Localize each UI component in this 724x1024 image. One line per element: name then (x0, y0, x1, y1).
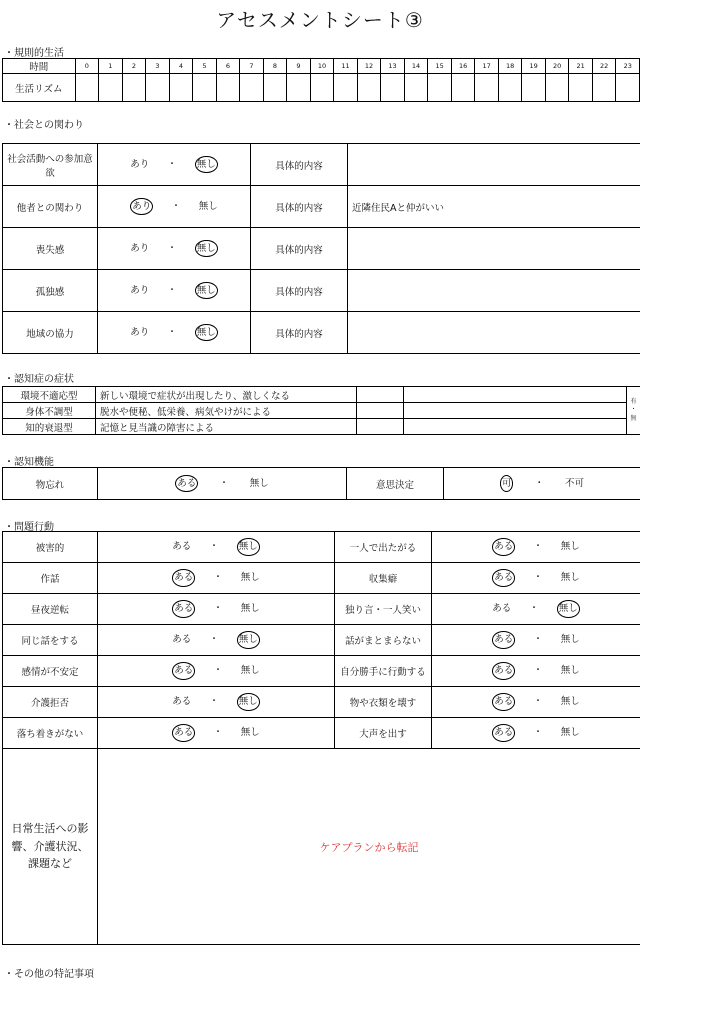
social-row-label: 他者との関わり (3, 186, 98, 228)
option-no[interactable]: 無し (560, 572, 580, 584)
behavior-right-options[interactable] (432, 532, 641, 563)
behavior-right-options[interactable] (432, 718, 641, 749)
option-yes[interactable]: あり (130, 158, 150, 170)
behavior-right-label: 話がまとまらない (335, 625, 432, 656)
forget-options[interactable] (98, 468, 347, 500)
option-sep: ・ (533, 727, 543, 739)
option-sep: ・ (529, 603, 539, 615)
social-row-options[interactable] (98, 312, 251, 354)
behavior-row (3, 656, 641, 687)
hour-cell: 23 (616, 59, 640, 74)
hour-cell: 8 (263, 59, 287, 74)
decision-yes[interactable]: 可 (500, 475, 514, 493)
side-sep: ・ (630, 406, 637, 414)
decision-label: 意思決定 (347, 468, 444, 500)
dementia-check-a[interactable] (357, 419, 404, 435)
option-sep: ・ (213, 572, 223, 584)
impact-label: 日常生活への影響、介護状況、課題など (3, 749, 98, 945)
option-yes[interactable]: ある (492, 662, 515, 680)
option-yes[interactable]: ある (492, 724, 515, 742)
dementia-desc: 新しい環境で症状が出現したり、激しくなる (96, 387, 357, 403)
hour-cell: 2 (122, 59, 146, 74)
behavior-left-label: 介護拒否 (3, 687, 98, 718)
rhythm-slot[interactable] (146, 74, 170, 102)
dementia-check-a[interactable] (357, 387, 404, 403)
cognition-table (2, 467, 640, 500)
decision-options[interactable] (444, 468, 641, 500)
hour-cell: 20 (545, 59, 569, 74)
decision-no[interactable]: 不可 (565, 477, 585, 489)
option-no[interactable]: 無し (560, 541, 580, 553)
option-yes[interactable]: ある (172, 569, 195, 587)
option-yes[interactable]: ある (172, 724, 195, 742)
section-rhythm: ・規則的生活 (4, 48, 64, 59)
social-row (3, 228, 641, 270)
option-yes[interactable]: ある (172, 600, 195, 618)
hour-cell: 5 (193, 59, 217, 74)
rhythm-slot[interactable] (240, 74, 264, 102)
dementia-side-options[interactable] (627, 387, 641, 435)
rhythm-slot[interactable] (357, 74, 381, 102)
behavior-left-options[interactable] (98, 625, 335, 656)
detail-label: 具体的内容 (251, 312, 348, 354)
forget-no[interactable]: 無し (249, 477, 269, 489)
rhythm-slot[interactable] (522, 74, 546, 102)
rhythm-slot[interactable] (263, 74, 287, 102)
dementia-row (3, 403, 641, 419)
social-table (2, 143, 640, 354)
detail-value[interactable] (348, 270, 641, 312)
hour-cell: 13 (381, 59, 405, 74)
option-no[interactable]: 無し (195, 240, 218, 258)
rhythm-slot[interactable] (569, 74, 593, 102)
behavior-table (2, 531, 640, 945)
hour-cell: 11 (334, 59, 358, 74)
hour-cell: 10 (310, 59, 334, 74)
rhythm-slot[interactable] (451, 74, 475, 102)
option-yes[interactable]: あり (130, 326, 150, 338)
behavior-right-options[interactable] (432, 563, 641, 594)
option-sep: ・ (213, 665, 223, 677)
behavior-right-options[interactable] (432, 594, 641, 625)
hour-cell: 15 (428, 59, 452, 74)
behavior-right-label: 一人で出たがる (335, 532, 432, 563)
behavior-left-label: 落ち着きがない (3, 718, 98, 749)
behavior-right-options[interactable] (432, 656, 641, 687)
dementia-table (2, 386, 640, 435)
social-row-label: 社会活動への参加意欲 (3, 144, 98, 186)
behavior-left-options[interactable] (98, 594, 335, 625)
behavior-right-label: 収集癖 (335, 563, 432, 594)
hour-cell: 18 (498, 59, 522, 74)
option-sep: ・ (167, 284, 177, 296)
detail-label: 具体的内容 (251, 270, 348, 312)
option-sep: ・ (213, 603, 223, 615)
option-yes[interactable]: あり (130, 198, 153, 216)
section-other: ・その他の特記事項 (4, 969, 94, 980)
behavior-right-options[interactable] (432, 687, 641, 718)
side-no[interactable]: 無 (630, 414, 637, 422)
rhythm-slot[interactable] (99, 74, 123, 102)
option-no[interactable]: 無し (560, 696, 580, 708)
detail-value[interactable] (348, 312, 641, 354)
impact-value[interactable]: ケアプランから転記 (98, 749, 641, 945)
social-row (3, 186, 641, 228)
option-no[interactable]: 無し (237, 631, 260, 649)
behavior-right-label: 独り言・一人笑い (335, 594, 432, 625)
option-no[interactable]: 無し (195, 156, 218, 174)
hour-cell: 7 (240, 59, 264, 74)
hour-cell: 9 (287, 59, 311, 74)
hour-cell: 19 (522, 59, 546, 74)
social-row-options[interactable] (98, 228, 251, 270)
option-no[interactable]: 無し (560, 634, 580, 646)
behavior-row (3, 625, 641, 656)
option-sep: ・ (209, 634, 219, 646)
detail-value[interactable] (348, 228, 641, 270)
option-yes[interactable]: ある (172, 541, 192, 553)
social-row (3, 312, 641, 354)
option-no[interactable]: 無し (195, 324, 218, 342)
rhythm-slot[interactable] (75, 74, 99, 102)
option-no[interactable]: 無し (240, 603, 260, 615)
rhythm-slot[interactable] (310, 74, 334, 102)
option-no[interactable]: 無し (560, 727, 580, 739)
social-row-label: 喪失感 (3, 228, 98, 270)
hour-cell: 4 (169, 59, 193, 74)
social-row-label: 孤独感 (3, 270, 98, 312)
section-dementia: ・認知症の症状 (4, 374, 74, 385)
option-yes[interactable]: あり (130, 242, 150, 254)
detail-label: 具体的内容 (251, 186, 348, 228)
detail-label: 具体的内容 (251, 228, 348, 270)
hour-cell: 12 (357, 59, 381, 74)
option-no[interactable]: 無し (240, 665, 260, 677)
option-yes[interactable]: あり (130, 284, 150, 296)
rhythm-slot[interactable] (122, 74, 146, 102)
rhythm-slot[interactable] (216, 74, 240, 102)
detail-value[interactable]: 近隣住民Aと仲がいい (348, 186, 641, 228)
option-sep: ・ (171, 200, 181, 212)
option-yes[interactable]: ある (492, 569, 515, 587)
behavior-left-label: 昼夜逆転 (3, 594, 98, 625)
hour-cell: 0 (75, 59, 99, 74)
option-no[interactable]: 無し (237, 693, 260, 711)
behavior-left-label: 同じ話をする (3, 625, 98, 656)
behavior-right-label: 自分勝手に行動する (335, 656, 432, 687)
rhythm-slot[interactable] (616, 74, 640, 102)
hour-cell: 3 (146, 59, 170, 74)
dementia-check-b[interactable] (404, 403, 627, 419)
behavior-left-options[interactable] (98, 656, 335, 687)
behavior-row (3, 594, 641, 625)
hour-cell: 17 (475, 59, 499, 74)
rhythm-slot[interactable] (404, 74, 428, 102)
rhythm-slot[interactable] (287, 74, 311, 102)
social-row-options[interactable] (98, 186, 251, 228)
section-cognition: ・認知機能 (4, 457, 54, 468)
behavior-left-label: 作話 (3, 563, 98, 594)
social-row (3, 270, 641, 312)
option-yes[interactable]: ある (492, 603, 512, 615)
hour-cell: 16 (451, 59, 475, 74)
option-no[interactable]: 無し (560, 665, 580, 677)
option-sep: ・ (533, 541, 543, 553)
option-yes[interactable]: ある (172, 662, 195, 680)
dementia-desc: 脱水や便秘、低栄養、病気やけがによる (96, 403, 357, 419)
option-no[interactable]: 無し (237, 538, 260, 556)
rhythm-table (2, 58, 640, 102)
rhythm-slot[interactable] (498, 74, 522, 102)
option-sep: ・ (167, 326, 177, 338)
option-yes[interactable]: ある (492, 631, 515, 649)
rhythm-slot[interactable] (334, 74, 358, 102)
page-title: アセスメントシート③ (216, 8, 424, 32)
option-no[interactable]: 無し (198, 200, 218, 212)
time-label: 時間 (3, 59, 76, 74)
behavior-row (3, 718, 641, 749)
behavior-left-options[interactable] (98, 532, 335, 563)
option-sep: ・ (167, 242, 177, 254)
dementia-type: 身体不調型 (3, 403, 96, 419)
rhythm-slot[interactable] (169, 74, 193, 102)
detail-value[interactable] (348, 144, 641, 186)
social-row-options[interactable] (98, 144, 251, 186)
dementia-check-b[interactable] (404, 419, 627, 435)
forget-label: 物忘れ (3, 468, 98, 500)
section-social: ・社会との関わり (4, 120, 84, 131)
option-sep: ・ (533, 696, 543, 708)
dementia-type: 知的衰退型 (3, 419, 96, 435)
forget-sep: ・ (219, 477, 229, 489)
decision-sep: ・ (534, 477, 544, 489)
dementia-row (3, 387, 641, 403)
behavior-row (3, 687, 641, 718)
dementia-check-b[interactable] (404, 387, 627, 403)
rhythm-slot[interactable] (381, 74, 405, 102)
life-rhythm-label: 生活リズム (3, 74, 76, 102)
behavior-left-options[interactable] (98, 718, 335, 749)
dementia-check-a[interactable] (357, 403, 404, 419)
hour-cell: 1 (99, 59, 123, 74)
hour-cell: 22 (592, 59, 616, 74)
behavior-right-label: 大声を出す (335, 718, 432, 749)
behavior-left-options[interactable] (98, 687, 335, 718)
social-row (3, 144, 641, 186)
behavior-right-label: 物や衣類を壊す (335, 687, 432, 718)
hour-cell: 6 (216, 59, 240, 74)
option-sep: ・ (533, 634, 543, 646)
option-sep: ・ (167, 158, 177, 170)
rhythm-slot[interactable] (193, 74, 217, 102)
option-sep: ・ (209, 696, 219, 708)
option-yes[interactable]: ある (172, 634, 192, 646)
option-no[interactable]: 無し (240, 572, 260, 584)
dementia-type: 環境不適応型 (3, 387, 96, 403)
option-yes[interactable]: ある (492, 693, 515, 711)
side-yes[interactable]: 有 (630, 397, 637, 405)
impact-row (3, 749, 641, 945)
option-yes[interactable]: ある (492, 538, 515, 556)
section-behavior: ・問題行動 (4, 522, 54, 533)
hour-cell: 21 (569, 59, 593, 74)
option-yes[interactable]: ある (172, 696, 192, 708)
behavior-row (3, 563, 641, 594)
detail-label: 具体的内容 (251, 144, 348, 186)
rhythm-slot[interactable] (545, 74, 569, 102)
dementia-row (3, 419, 641, 435)
rhythm-slot[interactable] (475, 74, 499, 102)
forget-yes[interactable]: ある (175, 475, 198, 493)
option-no[interactable]: 無し (195, 282, 218, 300)
behavior-left-options[interactable] (98, 563, 335, 594)
option-sep: ・ (533, 665, 543, 677)
rhythm-slot[interactable] (592, 74, 616, 102)
behavior-left-label: 被害的 (3, 532, 98, 563)
option-no[interactable]: 無し (557, 600, 580, 618)
hour-cell: 14 (404, 59, 428, 74)
rhythm-slot[interactable] (428, 74, 452, 102)
option-sep: ・ (533, 572, 543, 584)
option-sep: ・ (213, 727, 223, 739)
behavior-row (3, 532, 641, 563)
dementia-desc: 記憶と見当識の障害による (96, 419, 357, 435)
option-sep: ・ (209, 541, 219, 553)
social-row-label: 地域の協力 (3, 312, 98, 354)
behavior-left-label: 感情が不安定 (3, 656, 98, 687)
social-row-options[interactable] (98, 270, 251, 312)
behavior-right-options[interactable] (432, 625, 641, 656)
option-no[interactable]: 無し (240, 727, 260, 739)
